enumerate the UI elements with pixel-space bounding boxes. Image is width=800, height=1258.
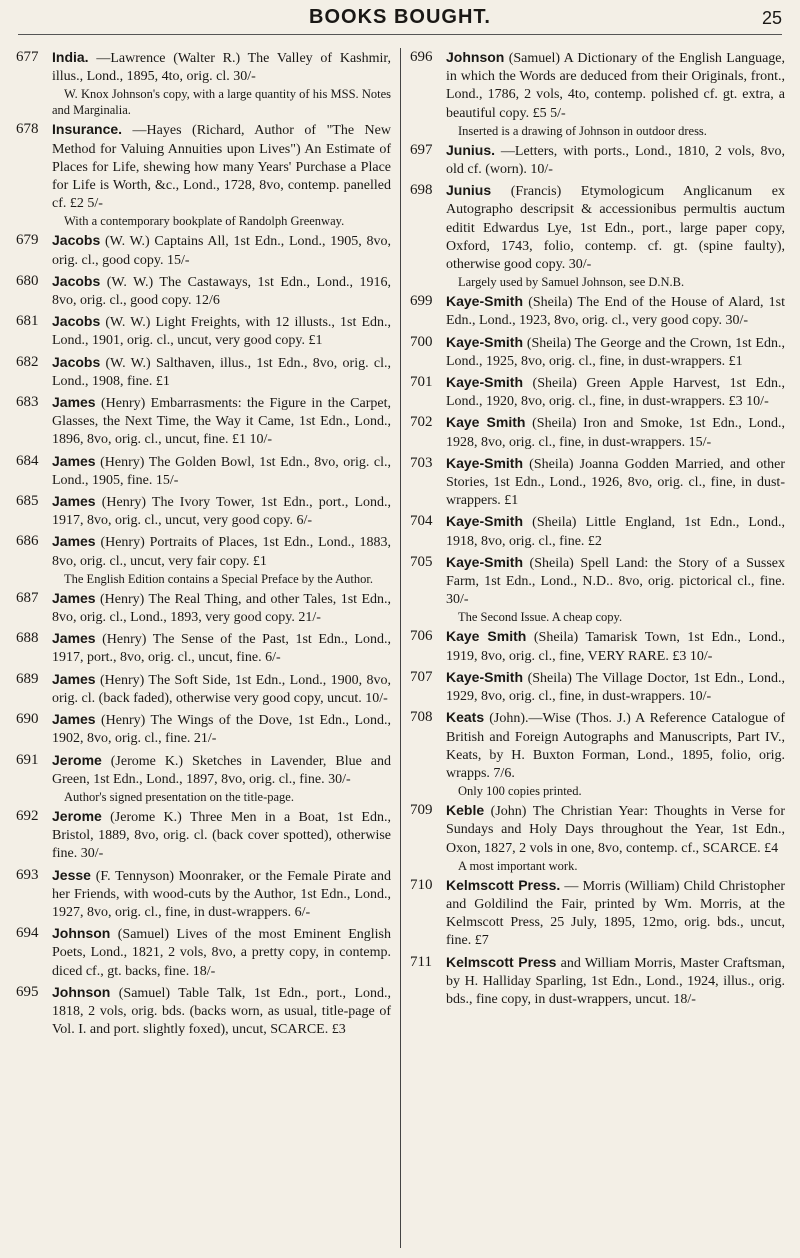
- entry-description: (John).—Wise (Thos. J.) A Reference Catalogue of British and Foreign Autographs and Manuscripts, Part IV., Keats, by H. Buxton Forman, Lond., 1895, folio, orig. wrapps. 7/6.: [446, 711, 785, 781]
- lot-number: 683: [16, 394, 39, 411]
- entry-description: (W. W.) Captains All, 1st Edn., Lond., 1905, 8vo, orig. cl., good copy. 15/-: [52, 234, 391, 268]
- lot-number: 686: [16, 533, 39, 550]
- catalogue-entry: [16, 924, 391, 981]
- entry-author: Kaye-Smith: [446, 668, 524, 685]
- catalogue-entry: [410, 141, 785, 179]
- catalogue-entry: [410, 876, 785, 951]
- entry-author: Kaye Smith: [446, 628, 527, 645]
- entry-author: Jacobs: [52, 313, 101, 330]
- entry-author: Kaye-Smith: [446, 454, 524, 471]
- catalogue-entry: [410, 627, 785, 665]
- lot-number: 679: [16, 232, 39, 249]
- entry-description: (Francis) Etymologicum Anglicanum ex Autographo descripsit & accessionibus permultis auctum editit Edwardus Lye, 1st Edn., port., large paper copy, Oxford, 1743, folio, contemp. cf. gt. (spine faulty), otherwise good copy. 30/-: [446, 184, 785, 273]
- entry-note: A most important work.: [458, 858, 578, 873]
- entry-author: Jacobs: [52, 272, 101, 289]
- entry-author: Jacobs: [52, 353, 101, 370]
- lot-number: 694: [16, 925, 39, 942]
- entry-note: W. Knox Johnson's copy, with a large quantity of his MSS. Notes and Marginalia.: [52, 87, 391, 118]
- catalogue-entry: [410, 512, 785, 550]
- entry-description: (Samuel) A Dictionary of the English Language, in which the Words are deduced from their Originals, front., Lond., 1786, 2 vols, 4to, contemp. polished cf. gt. extra, a beautiful copy. £5 5/-: [446, 51, 785, 121]
- entry-author: Junius.: [446, 141, 496, 158]
- entry-description: —Letters, with ports., Lond., 1810, 2 vols, 8vo, old cf. (worn). 10/-: [446, 143, 785, 178]
- lot-number: 705: [410, 553, 433, 570]
- entry-author: Kaye-Smith: [446, 374, 524, 391]
- lot-number: 682: [16, 353, 39, 370]
- entry-description: (Samuel) Table Talk, 1st Edn., port., Lond., 1818, 2 vols, orig. bds. (backs worn, as usual, title-page of Vol. I. and port. slightly foxed), uncut, SCARCE. £3: [52, 985, 391, 1038]
- catalogue-entry: [410, 708, 785, 799]
- entry-description: (Sheila) The Village Doctor, 1st Edn., Lond., 1929, 8vo, orig. cl., fine, in dust-wrappers. 10/-: [446, 670, 785, 705]
- lot-number: 697: [410, 141, 433, 158]
- lot-number: 703: [410, 454, 433, 471]
- catalogue-entry: [16, 670, 391, 708]
- lot-number: 709: [410, 802, 433, 819]
- catalogue-entry: [16, 120, 391, 229]
- entry-author: Jerome: [52, 751, 102, 768]
- lot-number: 677: [16, 49, 39, 65]
- entry-description: (Sheila) The George and the Crown, 1st Edn., Lond., 1925, 8vo, orig. cl., fine, in dust-wrappers. £1: [446, 335, 785, 369]
- entry-description: (Sheila) Little England, 1st Edn., Lond., 1918, 8vo, orig. cl., fine. £2: [446, 515, 785, 549]
- entry-author: Keats: [446, 709, 485, 726]
- page-header: [0, 6, 800, 34]
- lot-number: 688: [16, 630, 39, 647]
- entry-description: (Sheila) Iron and Smoke, 1st Edn., Lond., 1928, 8vo, orig. cl., fine, in dust-wrappers. 15/-: [446, 416, 786, 450]
- lot-number: 704: [410, 513, 433, 530]
- entry-author: Junius: [446, 182, 492, 199]
- entry-author: Kaye-Smith: [446, 333, 524, 350]
- catalogue-entry: [410, 292, 785, 330]
- entry-description: (Jerome K.) Sketches in Lavender, Blue and Green, 1st Edn., Lond., 1897, 8vo, orig. cl., fine. 30/-: [52, 753, 391, 787]
- entry-author: Johnson: [446, 49, 505, 65]
- catalogue-entry: [16, 589, 391, 627]
- entry-description: (W. W.) The Castaways, 1st Edn., Lond., 1916, 8vo, orig. cl., good copy. 12/6: [52, 274, 391, 309]
- entry-description: —Lawrence (Walter R.) The Valley of Kashmir, illus., Lond., 1895, 4to, orig. cl. 30/-: [52, 51, 391, 85]
- lot-number: 687: [16, 589, 39, 606]
- catalogue-entry: [16, 312, 391, 350]
- entry-author: James: [52, 711, 96, 728]
- catalogue-entry: [16, 452, 391, 490]
- entry-description: (Sheila) Green Apple Harvest, 1st Edn., Lond., 1920, 8vo, orig. cl., fine, in dust-wrappers. £3 10/-: [446, 376, 785, 410]
- catalogue-entry: [410, 333, 785, 371]
- lot-number: 691: [16, 751, 39, 768]
- catalogue-entry: [16, 231, 391, 269]
- entry-note: The Second Issue. A cheap copy.: [458, 610, 623, 625]
- catalogue-entry: [16, 353, 391, 391]
- entry-description: (Sheila) Joanna Godden Married, and other Stories, 1st Edn., Lond., 1926, 8vo, orig. cl., fine, in dust-wrappers. £1: [446, 456, 785, 509]
- entry-author: Keble: [446, 802, 485, 819]
- running-title: BOOKS BOUGHT.: [309, 6, 491, 28]
- entry-description: (W. W.) Light Freights, with 12 illusts., 1st Edn., Lond., 1901, orig. cl., uncut, very good copy. £1: [52, 315, 391, 349]
- entry-description: (Henry) The Soft Side, 1st Edn., Lond., 1900, 8vo, orig. cl. (back faded), otherwise very good copy, uncut. 10/-: [52, 672, 391, 706]
- entry-note: With a contemporary bookplate of Randolph Greenway.: [64, 214, 345, 229]
- catalogue-entry: [410, 48, 785, 139]
- lot-number: 685: [16, 493, 39, 510]
- catalogue-entry: [16, 48, 391, 118]
- catalogue-entry: [16, 393, 391, 450]
- catalogue-entry: [410, 953, 785, 1010]
- entry-description: — Morris (William) Child Christopher and Goldilind the Fair, printed by Wm. Morris, at the Kelmscott Press, 25 July, 1895, 12mo, orig. bds., uncut, fine. £7: [446, 878, 785, 949]
- entry-description: (John) The Christian Year: Thoughts in Verse for Sundays and Holy Days throughout the Year, 1st Edn., Oxon, 1827, 2 vols in one, 8vo, contemp. cf., SCARCE. £4: [446, 804, 785, 856]
- entry-description: (Henry) The Sense of the Past, 1st Edn., Lond., 1917, port., 8vo, orig. cl., uncut, fine. 6/-: [52, 632, 391, 666]
- entry-note: Only 100 copies printed.: [458, 784, 582, 799]
- entry-description: and William Morris, Master Craftsman, by H. Halliday Sparling, 1st Edn., Lond., 1924, illus., orig. bds., fine copy, in dust-wrappers, uncut. 18/-: [446, 955, 785, 1007]
- entry-author: James: [52, 493, 96, 510]
- entry-description: (Henry) Embarrasments: the Figure in the Carpet, Glasses, the Next Time, the Way it Came, 1st Edn., Lond., 1896, 8vo, orig. cl., uncut, fine. £1 10/-: [52, 396, 391, 448]
- entry-description: (Henry) The Golden Bowl, 1st Edn., 8vo, orig. cl., Lond., 1905, fine. 15/-: [52, 454, 391, 488]
- entry-author: James: [52, 630, 96, 647]
- lot-number: 695: [16, 983, 39, 1000]
- entry-author: Johnson: [52, 983, 111, 1000]
- left-column: [16, 48, 391, 1041]
- catalogue-entry: [16, 866, 391, 923]
- page-number: 25: [761, 8, 782, 28]
- lot-number: 692: [16, 807, 39, 824]
- entry-description: —Hayes (Richard, Author of "The New Method for Valuing Annuities upon Lives") An Estimate of Places for Life, shewing how many Years' Purchase a Place for Life is Worth, &c., Lond., 1728, 8vo, contemp. panelled cf. £2 5/-: [52, 123, 391, 212]
- lot-number: 680: [16, 272, 39, 289]
- lot-number: 690: [16, 711, 39, 728]
- entry-author: James: [52, 589, 96, 606]
- lot-number: 699: [410, 293, 433, 310]
- entry-description: (Henry) The Real Thing, and other Tales, 1st Edn., 8vo, orig. cl., Lond., 1893, very good copy. 21/-: [52, 591, 391, 626]
- lot-number: 708: [410, 709, 433, 726]
- entry-description: (Sheila) Spell Land: the Story of a Sussex Farm, 1st Edn., Lond., N.D.. 8vo, orig. pictorical cl., fine. 30/-: [446, 555, 785, 608]
- entry-author: Jerome: [52, 807, 102, 824]
- catalogue-entry: [16, 751, 391, 805]
- entry-note: Inserted is a drawing of Johnson in outdoor dress.: [458, 123, 707, 138]
- entry-author: Jesse: [52, 866, 91, 883]
- catalogue-entry: [16, 983, 391, 1040]
- entry-author: James: [52, 533, 96, 550]
- lot-number: 689: [16, 670, 39, 687]
- entry-author: India.: [52, 49, 89, 65]
- lot-number: 684: [16, 452, 39, 469]
- entry-note: The English Edition contains a Special Preface by the Author.: [64, 571, 373, 586]
- entry-author: James: [52, 670, 96, 687]
- entry-description: (W. W.) Salthaven, illus., 1st Edn., 8vo, orig. cl., Lond., 1908, fine. £1: [52, 355, 391, 389]
- catalogue-entry: [410, 668, 785, 706]
- header-rule: [18, 34, 782, 35]
- entry-author: Kelmscott Press.: [446, 876, 561, 893]
- lot-number: 706: [410, 628, 433, 645]
- catalogue-entry: [16, 492, 391, 530]
- entry-description: (Samuel) Lives of the most Eminent English Poets, Lond., 1821, 2 vols, 8vo, a pretty copy, in contemp. diced cf., gt. backs, fine. 18/-: [52, 927, 391, 979]
- entry-description: (Henry) Portraits of Places, 1st Edn., Lond., 1883, 8vo, orig. cl., uncut, very fair copy. £1: [52, 535, 391, 569]
- lot-number: 681: [16, 313, 39, 330]
- entry-description: (F. Tennyson) Moonraker, or the Female Pirate and her Friends, with wood-cuts by the Author, 1st Edn., Lond., 1927, 8vo, orig. cl., fine, in dust-wrappers. 6/-: [52, 868, 391, 920]
- lot-number: 707: [410, 668, 433, 685]
- entry-author: James: [52, 452, 96, 469]
- entry-author: Johnson: [52, 925, 111, 942]
- catalogue-entry: [16, 629, 391, 667]
- entry-description: (Henry) The Ivory Tower, 1st Edn., port., Lond., 1917, 8vo, orig. cl., uncut, very good copy. 6/-: [52, 495, 391, 529]
- entry-author: Insurance.: [52, 121, 123, 138]
- column-divider: [400, 48, 401, 1248]
- lot-number: 701: [410, 374, 433, 391]
- entry-author: Kaye-Smith: [446, 513, 524, 530]
- entry-note: Largely used by Samuel Johnson, see D.N.B.: [458, 275, 685, 290]
- entry-author: Kaye-Smith: [446, 553, 524, 570]
- lot-number: 710: [410, 876, 433, 893]
- entry-description: (Jerome K.) Three Men in a Boat, 1st Edn., Bristol, 1889, 8vo, orig. cl. (back cover spotted), otherwise fine. 30/-: [52, 809, 391, 862]
- entry-author: Kaye-Smith: [446, 293, 524, 310]
- catalogue-entry: [410, 181, 785, 290]
- entry-author: Jacobs: [52, 232, 101, 249]
- lot-number: 702: [410, 414, 433, 431]
- lot-number: 693: [16, 866, 39, 883]
- catalogue-entry: [410, 801, 785, 874]
- lot-number: 678: [16, 121, 39, 138]
- entry-description: (Sheila) The End of the House of Alard, 1st Edn., Lond., 1923, 8vo, orig. cl., very good copy. 30/-: [446, 295, 785, 329]
- catalogue-entry: [410, 373, 785, 411]
- lot-number: 700: [410, 333, 433, 350]
- right-column: [410, 48, 785, 1011]
- catalogue-entry: [410, 454, 785, 511]
- catalogue-entry: [410, 413, 785, 451]
- lot-number: 698: [410, 182, 433, 199]
- entry-author: Kaye Smith: [446, 414, 526, 431]
- catalogue-entry: [16, 532, 391, 586]
- catalogue-entry: [410, 553, 785, 626]
- catalogue-entry: [16, 710, 391, 748]
- entry-description: (Henry) The Wings of the Dove, 1st Edn., Lond., 1902, 8vo, orig. cl., fine. 21/-: [52, 713, 391, 747]
- catalogue-entry: [16, 272, 391, 310]
- lot-number: 711: [410, 953, 432, 970]
- catalogue-entry: [16, 807, 391, 864]
- entry-description: (Sheila) Tamarisk Town, 1st Edn., Lond., 1919, 8vo, orig. cl., fine, VERY RARE. £3 10/-: [446, 630, 785, 664]
- lot-number: 696: [410, 49, 433, 65]
- entry-note: Author's signed presentation on the title-page.: [64, 789, 294, 804]
- entry-author: James: [52, 394, 96, 411]
- entry-author: Kelmscott Press: [446, 953, 557, 970]
